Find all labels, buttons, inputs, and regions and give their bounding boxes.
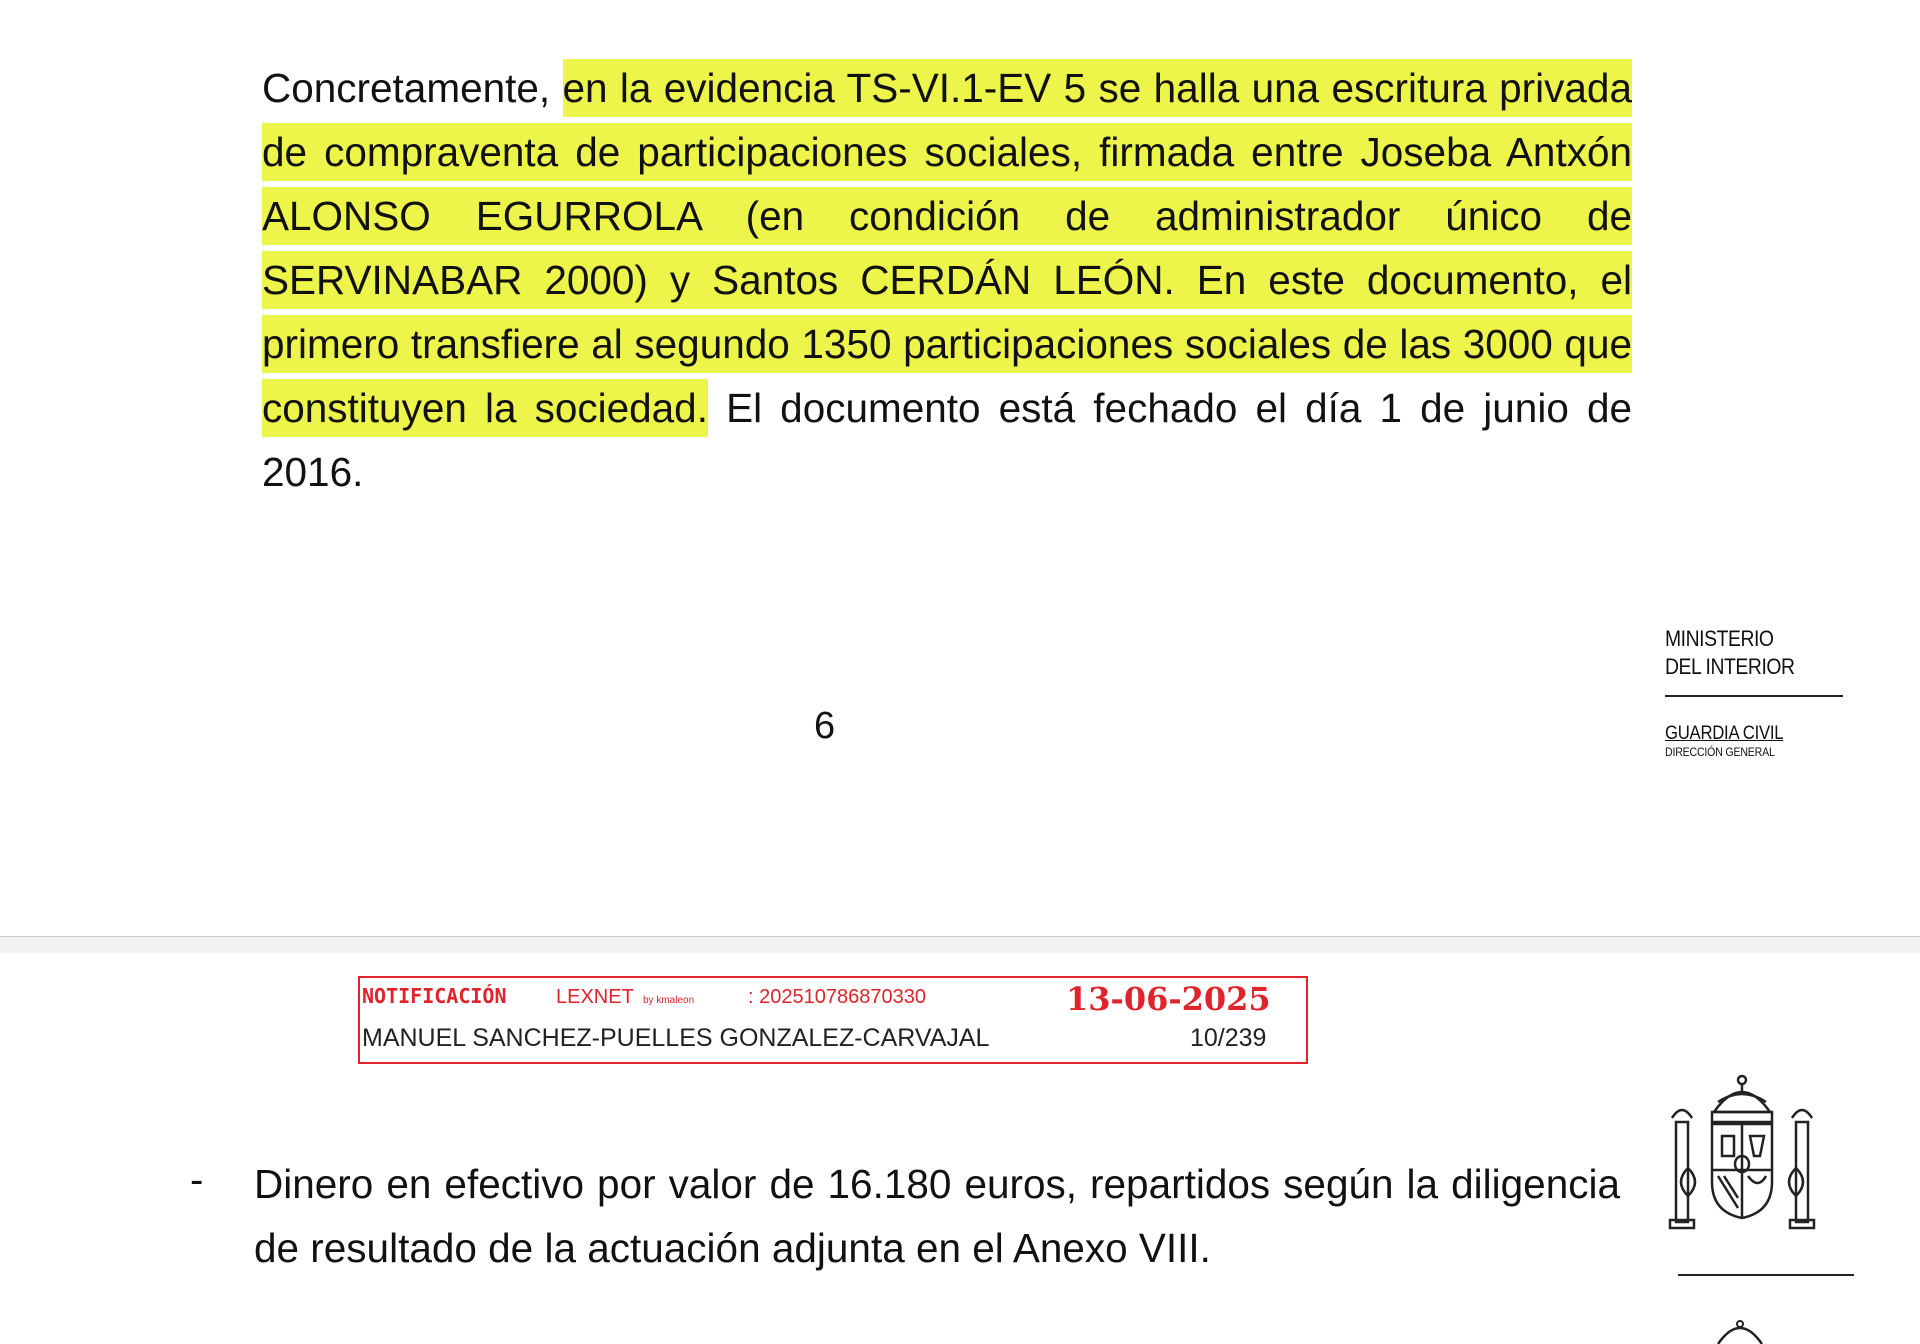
ministry-line2: DEL INTERIOR [1665, 654, 1795, 679]
page-number: 6 [814, 705, 836, 747]
direccion-general-label: DIRECCIÓN GENERAL [1665, 745, 1775, 759]
lexnet-notification-stamp [358, 976, 1308, 1064]
guardia-civil-label: GUARDIA CIVIL [1665, 723, 1784, 744]
bullet-item: Dinero en efectivo por valor de 16.180 euros, repartidos según la diligencia de resultado de la actuación adjunta en el Anexo VIII. [254, 1161, 1620, 1271]
ministry-line1: MINISTERIO [1665, 626, 1774, 651]
coat-of-arms-icon [1662, 1072, 1822, 1240]
ministry-header [1665, 625, 1843, 759]
ministry-divider [1665, 695, 1843, 697]
notification-title: NOTIFICACIÓN [362, 984, 507, 1008]
page-separator [0, 936, 1920, 954]
notification-date: 13-06-2025 [1066, 980, 1271, 1018]
highlighted-passage: en la evidencia TS-VI.1-EV 5 se halla una escritura privada de compraventa de participaciones sociales, firmada entre Joseba Antxón ALONSO EGURROLA (en condición de administrador único de SERVINABAR 2000) y Santos CERDÁN LEÓN. En este documento, el primero transfiere al segundo 1350 participaciones sociales de las 3000 que constituyen la sociedad. [262, 59, 1632, 437]
coat-divider [1678, 1274, 1854, 1276]
lexnet-by-label: by kmaleon [643, 995, 695, 1006]
crown-icon [1710, 1318, 1770, 1344]
bullet-dash: - [190, 1158, 204, 1202]
body-paragraph [262, 56, 1632, 504]
paragraph-lead: Concretamente, [262, 65, 563, 111]
page-counter: 10/239 [1190, 1024, 1267, 1052]
recipient-name: MANUEL SANCHEZ-PUELLES GONZALEZ-CARVAJAL [362, 1024, 990, 1052]
notification-number: : 202510786870330 [748, 986, 926, 1008]
lexnet-label: LEXNET [556, 986, 634, 1008]
paragraph-tail: El documento está fechado el día 1 de junio de 2016. [262, 385, 1632, 495]
